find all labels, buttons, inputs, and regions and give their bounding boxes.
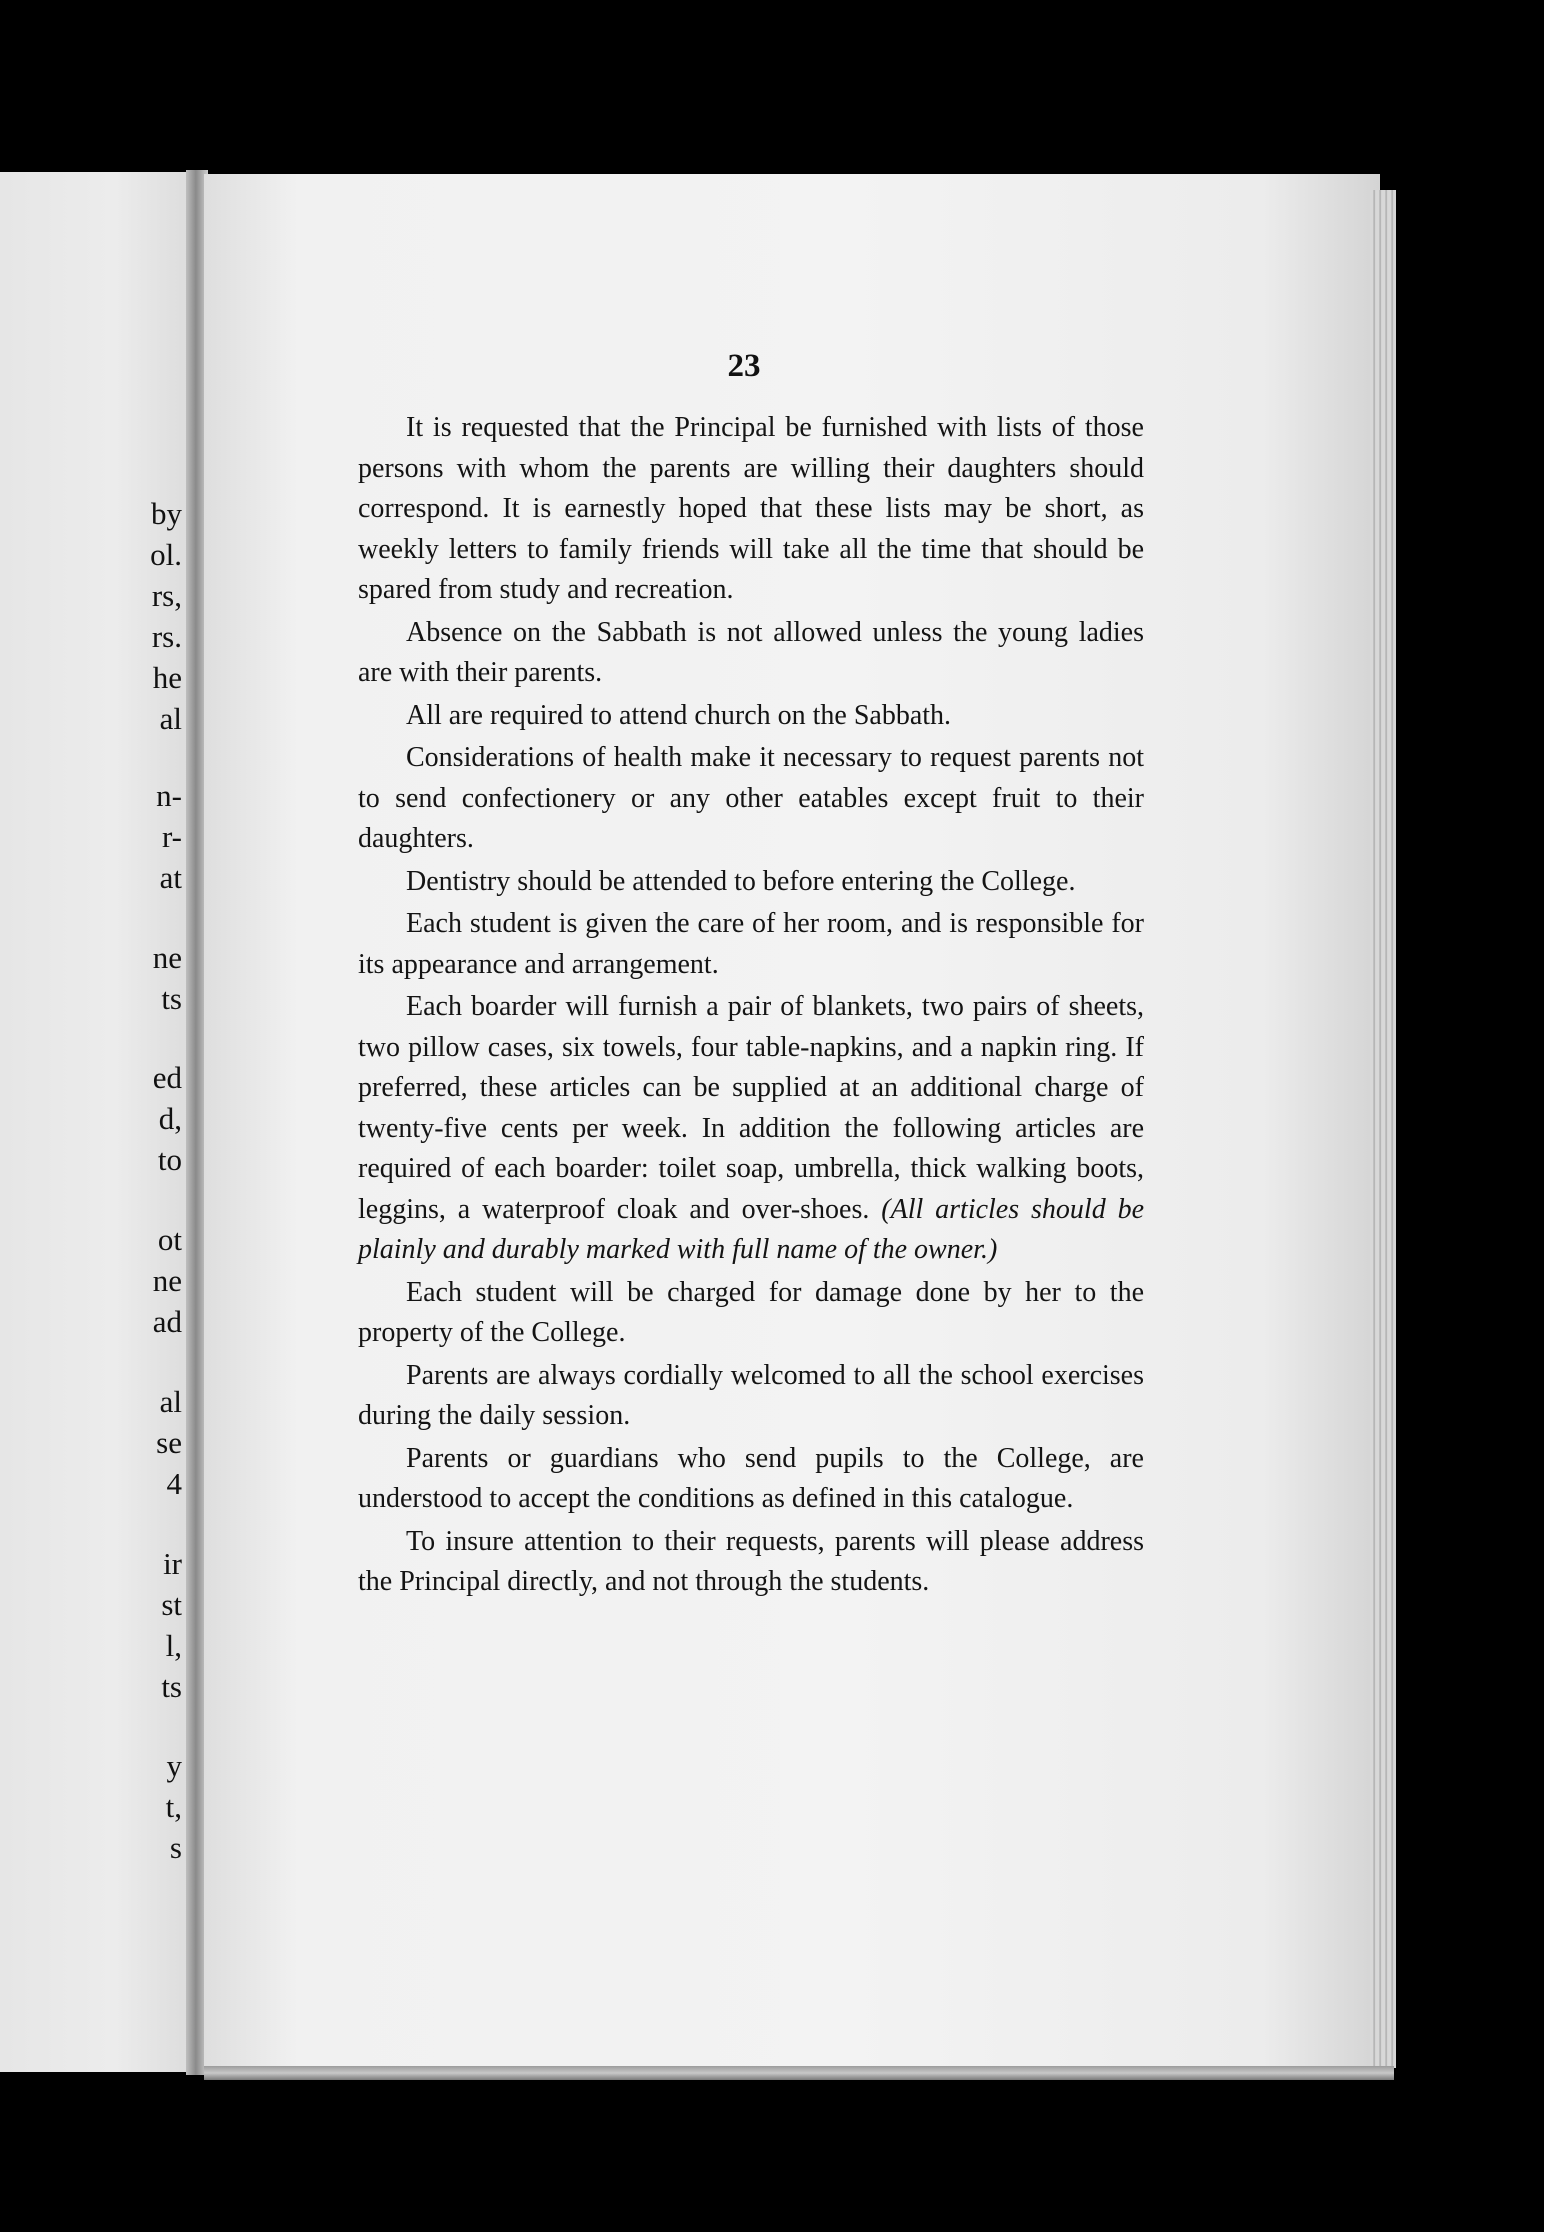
page-edge (1370, 190, 1396, 2068)
paragraph: To insure attention to their requests, parents will please address the Principal directly, and not through the students. (358, 1525, 1144, 1597)
left-page-fragment: rs. (151, 619, 182, 654)
left-page-fragment: se (156, 1425, 182, 1460)
left-page-fragment: at (159, 860, 182, 895)
left-page-fragment: ts (161, 1669, 182, 1704)
page-bottom-edge (204, 2066, 1394, 2080)
left-page-fragment: st (161, 1587, 182, 1622)
left-page-fragment: al (159, 701, 182, 736)
left-page-fragment: ot (157, 1222, 182, 1257)
left-page-fragment: ol. (150, 537, 182, 572)
left-page-fragment: ne (152, 1263, 182, 1298)
left-page-fragment: t, (165, 1789, 182, 1824)
left-page-fragment: rs, (151, 578, 182, 613)
paragraph: Parents are always cordially welcomed to all the school exercises during the daily session. (358, 1359, 1144, 1431)
left-page-fragment: ne (152, 940, 182, 975)
paragraph: Considerations of health make it necessary to request parents not to send confectionery or any other eatables except fruit to their daughters. (358, 742, 1144, 854)
paragraph: Each student will be charged for damage done by her to the property of the College. (358, 1276, 1144, 1348)
italic-note: (All articles should be plainly and durably marked with full name of the owner.) (358, 1193, 1145, 1265)
paragraph: Absence on the Sabbath is not allowed unless the young ladies are with their parents. (358, 616, 1144, 688)
left-page-fragment: n- (156, 778, 182, 813)
left-page-fragment: ts (161, 981, 182, 1016)
paragraph: Each boarder will furnish a pair of blankets, two pairs of sheets, two pillow cases, six towels, four table-napkins, and a napkin ring. If preferred, these articles can be supplied at an additional charge of twenty-five cents per week. In addition the following articles are required of each boarder: toilet soap, umbrella, thick walking boots, leggins, a waterproof cloak and over-shoes. (358, 991, 1144, 1225)
paragraph: All are required to attend church on the Sabbath. (406, 699, 952, 731)
left-page-fragment: ir (163, 1546, 182, 1581)
page-body (358, 408, 1144, 1605)
left-page-fragment: s (169, 1830, 182, 1865)
left-page-fragment: he (152, 660, 182, 695)
left-page-fragment: by (151, 496, 182, 531)
paragraph: Parents or guardians who send pupils to the College, are understood to accept the conditions as defined in this catalogue. (358, 1442, 1144, 1514)
left-page-fragment: 4 (166, 1466, 182, 1501)
left-page-fragment: y (166, 1748, 182, 1783)
paragraph: It is requested that the Principal be furnished with lists of those persons with whom the parents are willing their daughters should correspond. It is earnestly hoped that these lists may be short, as weekly letters to family friends will take all the time that should be spared from study and recreation. (358, 412, 1144, 605)
left-page-fragment: l, (165, 1628, 182, 1663)
left-page-fragment: to (157, 1142, 182, 1177)
left-page-fragment: ed (152, 1060, 182, 1095)
left-page-fragment: d, (158, 1101, 182, 1136)
paragraph: Each student is given the care of her room, and is responsible for its appearance and arrangement. (358, 908, 1144, 980)
left-page-fragment: al (159, 1384, 182, 1419)
paragraph: Dentistry should be attended to before entering the College. (406, 865, 1076, 897)
paragraph-with-note (358, 987, 1144, 1271)
page-number: 23 (727, 348, 761, 384)
left-page-fragment: r- (161, 819, 182, 854)
left-page-fragment: ad (152, 1304, 182, 1339)
facing-page (0, 172, 192, 2072)
